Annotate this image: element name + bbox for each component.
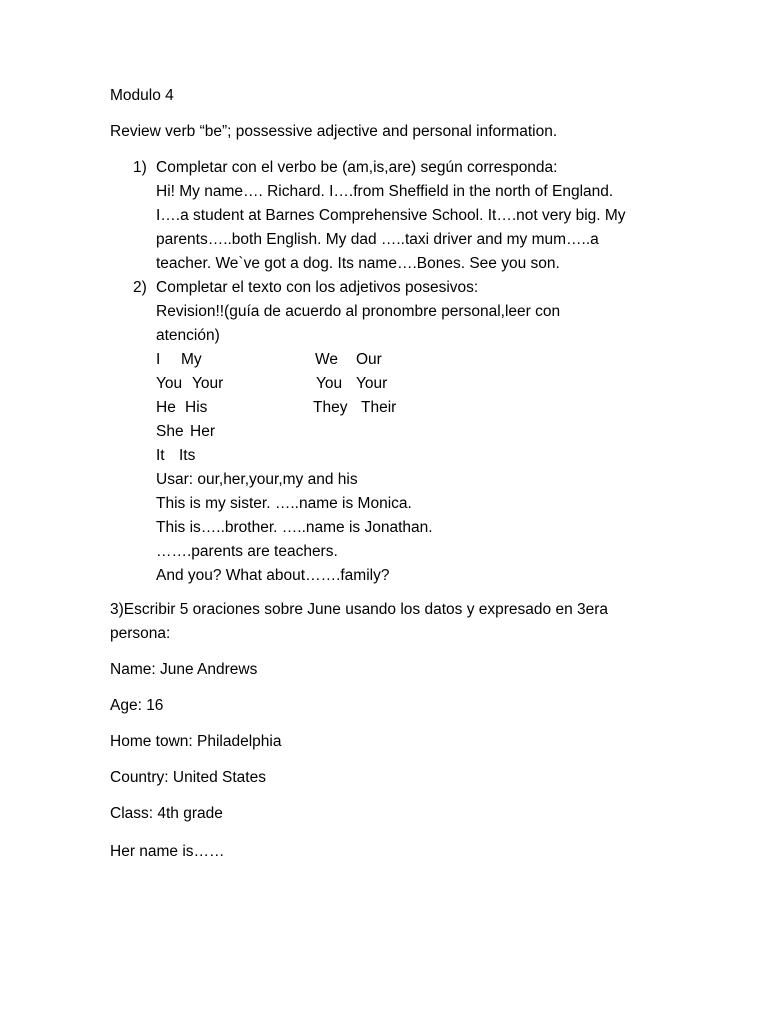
pronoun: It xyxy=(156,447,165,464)
field-country: Country: United States xyxy=(110,769,266,786)
possessive: Our xyxy=(356,351,382,368)
exercise-3-heading xyxy=(110,598,650,646)
possessive: His xyxy=(185,399,208,416)
exercise-2-number: 2) xyxy=(133,279,147,296)
exercise-2-text xyxy=(156,276,656,588)
document-title: Modulo 4 xyxy=(110,87,174,104)
pronoun-row xyxy=(156,348,656,372)
possessive: Their xyxy=(361,399,397,416)
exercise-1-line: Completar con el verbo be (am,is,are) según corresponda: xyxy=(156,159,558,176)
possessive: Her xyxy=(190,423,215,440)
exercise-1-line: Hi! My name…. Richard. I….from Sheffield in the north of England. xyxy=(156,183,614,200)
exercise-2-usage-line: …….parents are teachers. xyxy=(156,543,338,560)
pronoun: They xyxy=(313,399,348,416)
exercise-2-intro-line: Revision!!(guía de acuerdo al pronombre personal,leer con xyxy=(156,303,561,320)
exercise-1-number: 1) xyxy=(133,159,147,176)
exercise-2-usage-line: Usar: our,her,your,my and his xyxy=(156,471,358,488)
possessive: My xyxy=(181,351,202,368)
field-age: Age: 16 xyxy=(110,697,164,714)
exercise-1-line: I….a student at Barnes Comprehensive School. It….not very big. My xyxy=(156,207,626,224)
exercise-2-usage-line: This is my sister. …..name is Monica. xyxy=(156,495,412,512)
exercise-1-line: parents…..both English. My dad …..taxi driver and my mum…..a xyxy=(156,231,599,248)
pronoun-row xyxy=(156,444,656,468)
field-class: Class: 4th grade xyxy=(110,805,223,822)
exercise-3-heading-line: persona: xyxy=(110,625,171,642)
pronoun: You xyxy=(316,375,343,392)
possessive: Your xyxy=(192,375,224,392)
document-subtitle: Review verb “be”; possessive adjective and personal information. xyxy=(110,123,558,140)
exercise-1-line: teacher. We`ve got a dog. Its name….Bones. See you son. xyxy=(156,255,560,272)
exercise-2-usage-line: This is…..brother. …..name is Jonathan. xyxy=(156,519,433,536)
pronoun: He xyxy=(156,399,176,416)
exercise-3-heading-line: 3)Escribir 5 oraciones sobre June usando los datos y expresado en 3era xyxy=(110,601,609,618)
exercise-2-intro-line: Completar el texto con los adjetivos posesivos: xyxy=(156,279,479,296)
answer-start: Her name is…… xyxy=(110,843,225,860)
exercise-1-text xyxy=(156,156,656,276)
exercise-2-intro-line: atención) xyxy=(156,327,220,344)
exercise-2-usage-line: And you? What about…….family? xyxy=(156,567,390,584)
pronoun: I xyxy=(156,351,161,368)
possessive: Your xyxy=(356,375,388,392)
field-name: Name: June Andrews xyxy=(110,661,258,678)
possessive: Its xyxy=(179,447,196,464)
pronoun: We xyxy=(315,351,338,368)
pronoun-row xyxy=(156,372,656,396)
pronoun: You xyxy=(156,375,183,392)
pronoun-row xyxy=(156,420,656,444)
pronoun-row xyxy=(156,396,656,420)
field-home-town: Home town: Philadelphia xyxy=(110,733,282,750)
pronoun: She xyxy=(156,423,184,440)
